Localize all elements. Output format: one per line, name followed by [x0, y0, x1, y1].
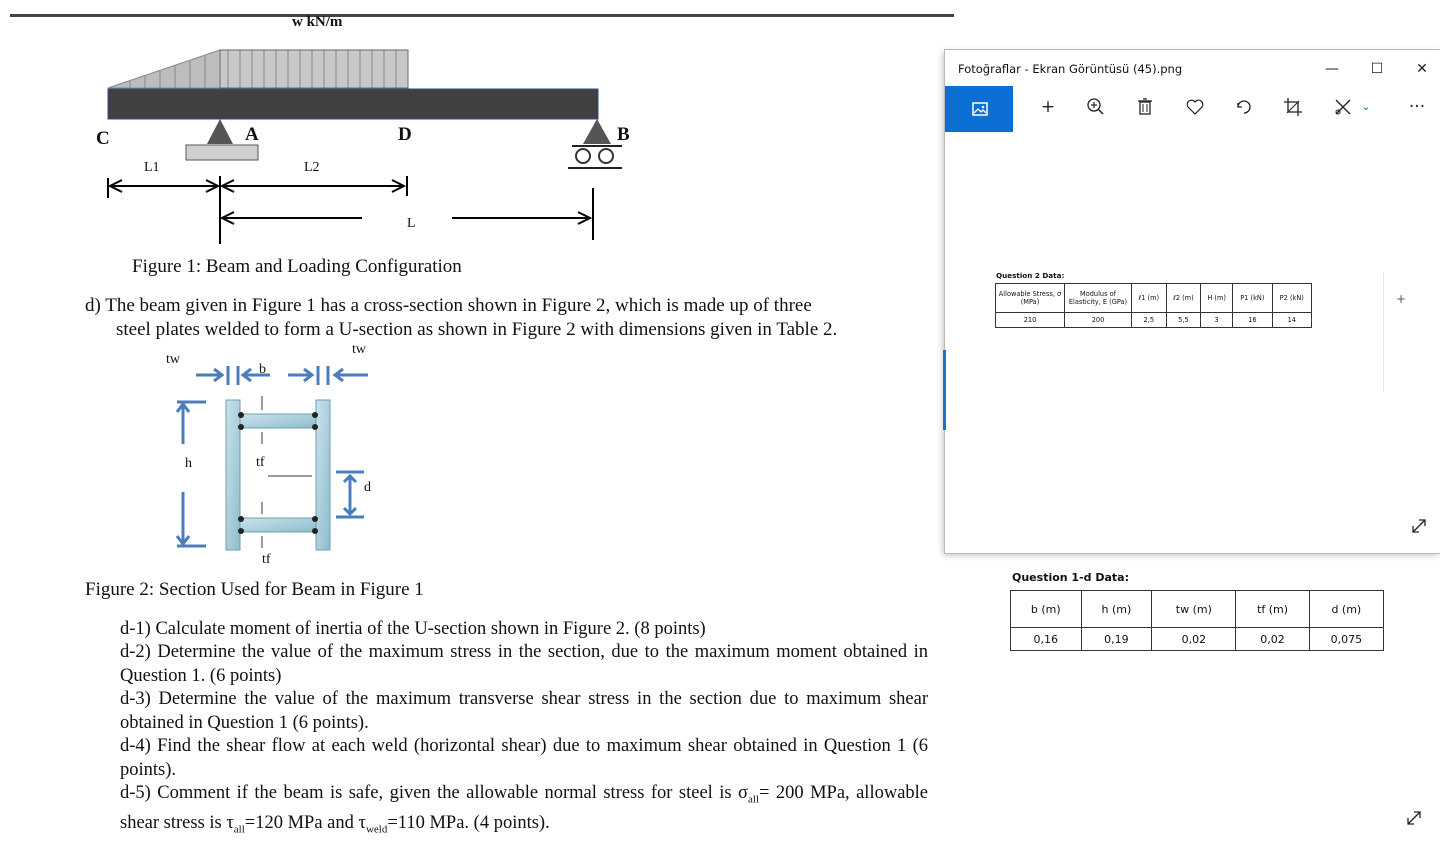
- q2-value: 200: [1065, 313, 1132, 328]
- beam: [108, 89, 598, 119]
- side-add-button[interactable]: +: [1396, 292, 1407, 306]
- question-d5-a: d-5) Comment if the beam is safe, given the allowable normal stress for steel is σ: [120, 783, 749, 803]
- fig2-tf-bottom: tf: [262, 552, 271, 567]
- delete-icon[interactable]: [1131, 93, 1159, 121]
- q2-value: 14: [1272, 313, 1311, 328]
- q2-value: 3: [1201, 313, 1233, 328]
- question-d5-c: =120 MPa and τ: [244, 813, 366, 834]
- maximize-button[interactable]: ☐: [1370, 61, 1384, 77]
- photos-window[interactable]: [945, 50, 1440, 553]
- q2-header: ℓ1 (m): [1132, 284, 1167, 313]
- question-d5-sub3: weld: [365, 823, 388, 836]
- dim-l1-label: L1: [144, 160, 160, 175]
- fig2-b: b: [259, 362, 266, 377]
- figure1-beam-diagram: [0, 0, 955, 260]
- point-c-label: C: [96, 128, 110, 149]
- dim-l-label: L: [407, 216, 416, 231]
- q2-header: Modulus of Elasticity, E (GPa): [1065, 284, 1132, 313]
- support-a-pin: [207, 119, 233, 144]
- support-b-roller-left: [576, 149, 590, 163]
- q2-header: ℓ2 (m): [1166, 284, 1201, 313]
- q1d-table: [1010, 590, 1384, 651]
- q1d-header: h (m): [1081, 591, 1152, 628]
- fig2-h: h: [185, 456, 192, 471]
- right-web-plate: [316, 400, 330, 550]
- question-d5-sub1: all: [748, 793, 760, 806]
- question-d2: d-2) Determine the value of the maximum stress in the section, due to the maximum moment obtained in Question 1. (6 points): [120, 642, 928, 686]
- q2-value: 210: [996, 313, 1065, 328]
- q2-header: Allowable Stress, σ (MPa): [996, 284, 1065, 313]
- figure1-caption: Figure 1: Beam and Loading Configuration: [132, 256, 462, 277]
- panel-divider: [1383, 272, 1384, 392]
- question-d5-b: = 200 MPa, allowable shear stress is τ: [120, 783, 929, 834]
- uniform-load: [220, 50, 408, 88]
- q1d-value: 0,16: [1011, 628, 1082, 651]
- top-flange-plate: [240, 414, 316, 428]
- q2-header: P1 (kN): [1233, 284, 1272, 313]
- title-bar[interactable]: [945, 50, 1440, 88]
- q2-value: 5,5: [1166, 313, 1201, 328]
- q1d-value: 0,02: [1236, 628, 1309, 651]
- dim-l2-label: L2: [304, 160, 320, 175]
- window-edge-highlight: [943, 350, 946, 430]
- zoom-in-icon[interactable]: [1082, 93, 1110, 121]
- point-b-label: B: [617, 124, 630, 145]
- fig2-tw-left: tw: [166, 352, 180, 367]
- support-b-pin: [583, 119, 611, 144]
- paragraph-d-line2: steel plates welded to form a U-section as shown in Figure 2 with dimensions given in Table 2.: [116, 319, 838, 340]
- more-options-button[interactable]: ···: [1408, 97, 1426, 117]
- question-d5-d: =110 MPa. (4 points).: [387, 813, 550, 834]
- q1d-header: tf (m): [1236, 591, 1309, 628]
- paragraph-d-line1: d) The beam given in Figure 1 has a cross-section shown in Figure 2, which is made up of three: [85, 295, 812, 316]
- q1d-value: 0,02: [1152, 628, 1236, 651]
- expand-icon[interactable]: [1411, 518, 1427, 534]
- left-web-plate: [226, 400, 240, 550]
- window-title: Fotoğraflar - Ekran Görüntüsü (45).png: [958, 62, 1183, 76]
- fig2-tf-mid: tf: [256, 455, 265, 470]
- q1d-header: d (m): [1309, 591, 1383, 628]
- close-button[interactable]: ✕: [1416, 61, 1428, 77]
- question-d3: d-3) Determine the value of the maximum transverse shear stress in the section due to maximum shear obtained in Question 1 (6 points).: [120, 689, 928, 733]
- rotate-icon[interactable]: [1230, 93, 1258, 121]
- figure2-caption: Figure 2: Section Used for Beam in Figure 1: [85, 579, 424, 600]
- q2-value: 2,5: [1132, 313, 1167, 328]
- question-d4: d-4) Find the shear flow at each weld (horizontal shear) due to maximum shear obtained in Question 1 (6 points).: [120, 736, 928, 780]
- q1d-heading: Question 1-d Data:: [1012, 571, 1129, 584]
- add-button[interactable]: +: [1040, 97, 1056, 117]
- question-d5: [120, 782, 928, 843]
- question-d5-sub2: all: [233, 823, 245, 836]
- figure2-section-diagram: [0, 340, 500, 570]
- minimize-button[interactable]: —: [1325, 61, 1339, 77]
- q1d-header: b (m): [1011, 591, 1082, 628]
- view-photo-tab[interactable]: [945, 86, 1013, 132]
- chevron-down-icon[interactable]: ⌄: [1361, 100, 1371, 113]
- triangular-load: [108, 50, 220, 88]
- q1d-header: tw (m): [1152, 591, 1236, 628]
- q1d-value: 0,075: [1309, 628, 1383, 651]
- favorite-icon[interactable]: [1181, 93, 1209, 121]
- q2-header: H (m): [1201, 284, 1233, 313]
- q2-header: P2 (kN): [1272, 284, 1311, 313]
- point-d-label: D: [398, 124, 412, 145]
- point-a-label: A: [245, 124, 259, 145]
- image-icon: [945, 86, 1013, 132]
- dimension-arrows: [108, 176, 593, 244]
- fig2-tw-right: tw: [352, 342, 366, 357]
- load-label: w kN/m: [292, 14, 343, 30]
- support-b-roller-right: [599, 149, 613, 163]
- q2-table: [995, 283, 1312, 328]
- q2-heading: Question 2 Data:: [996, 271, 1065, 280]
- question-d1: d-1) Calculate moment of inertia of the U-section shown in Figure 2. (8 points): [120, 619, 706, 639]
- fig2-d: d: [364, 480, 371, 495]
- q2-value: 16: [1233, 313, 1272, 328]
- expand-icon-bottom[interactable]: [1406, 810, 1422, 826]
- weld-marks: [238, 412, 318, 534]
- crop-icon[interactable]: [1279, 93, 1307, 121]
- support-a-base: [186, 145, 258, 160]
- q1d-value: 0,19: [1081, 628, 1152, 651]
- bottom-flange-plate: [240, 518, 316, 532]
